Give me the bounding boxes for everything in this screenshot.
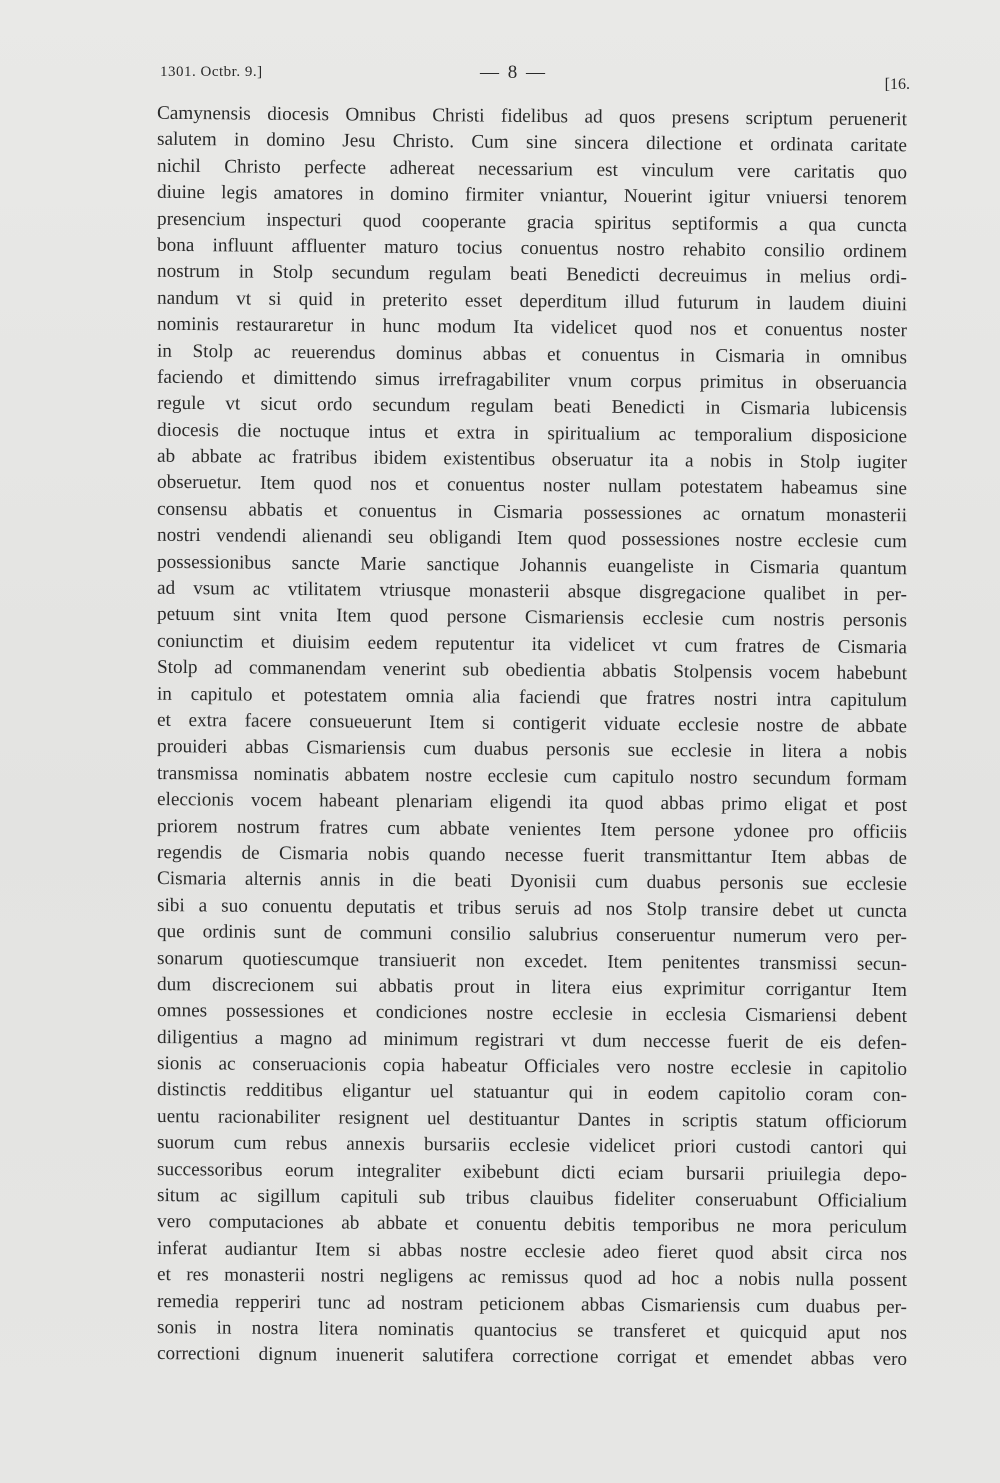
text-line: nostrum in Stolp secundum regulam beati Benedicti decreuimus in melius ordi- [156, 261, 908, 289]
text-line: diuine legis amatores in domino firmiter vniantur, Nouerint igitur vniuersi tenorem [156, 181, 908, 210]
text-line: prouideri abbas Cismariensis cum duabus personis sue ecclesie in litera a nobis [156, 736, 908, 764]
text-line: ad vsum ac vtilitatem vtriusque monasterii absque disgregacione qualibet in per- [156, 577, 908, 606]
document-number: [16. [884, 76, 910, 93]
text-line: correctioni dignum inuenerit salutifera correctione corrigat et emendet abbas vero [156, 1343, 908, 1371]
text-line: coniunctim et diuisim eedem reputentur ita videlicet vt cum fratres de Cismaria [156, 630, 908, 659]
text-line: sonis in nostra litera nominatis quantocius se transferet et quicquid aput nos [156, 1317, 908, 1344]
text-line: regendis de Cismaria nobis quando necesse fuerit transmittantur Item abbas de [156, 841, 908, 869]
text-line: obseruetur. Item quod nos et conuentus noster nullam potestatem habeamus sine [156, 472, 908, 500]
text-line: sibi a suo conuentu deputatis et tribus seruis ad nos Stolp transire debet ut cuncta [156, 894, 908, 922]
text-line: remedia repperiri tunc ad nostram peticionem abbas Cismariensis cum duabus per- [156, 1290, 908, 1318]
text-line: dum discrecionem sui abbatis prout in litera eius exprimitur corrigantur Item [156, 973, 908, 1001]
text-line: vero computaciones ab abbate et conuentu debitis temporibus ne mora periculum [156, 1211, 908, 1239]
header-date: 1301. Octbr. 9.] [160, 64, 263, 80]
text-line: nichil Christo perfecte adhereat necessarium est vinculum vere caritatis quo [156, 155, 908, 184]
text-line: Camynensis diocesis Omnibus Christi fidelibus ad quos presens scriptum peruenerit [156, 102, 908, 131]
text-line: que ordinis sunt de communi consilio salubrius conseruentur numerum vero per- [156, 921, 908, 949]
text-line: et res monasterii nostri negligens ac remissus quod ad hoc a nobis nulla possent [156, 1264, 908, 1292]
text-line: successoribus eorum integraliter exibebunt dicti eciam bursarii priuilegia depo- [156, 1158, 908, 1186]
text-line: situm ac sigillum capituli sub tribus clauibus fideliter conseruabunt Officialium [156, 1185, 908, 1212]
text-line: faciendo et dimittendo simus irrefragabiliter vnum corpus primitus in obseruancia [156, 366, 908, 395]
text-line: nandum vt si quid in preterito esset deperditum illud futurum in laudem diuini [156, 287, 908, 316]
text-line: transmissa nominatis abbatem nostre ecclesie cum capitulo nostro secundum formam [156, 762, 908, 790]
text-line: possessionibus sancte Marie sanctique Johannis euangeliste in Cismaria quantum [156, 551, 908, 579]
text-line: consensu abbatis et conuentus in Cismaria possessiones ac ornatum monasterii [156, 498, 908, 527]
text-line: Stolp ad commanendam venerint sub obedientia abbatis Stolpensis vocem habebunt [156, 656, 908, 685]
text-line: in capitulo et potestatem omnia alia faciendi que fratres nostri intra capitulum [156, 683, 908, 711]
text-line: presencium inspecturi quod cooperante gracia spiritus septiformis a qua cuncta [156, 208, 908, 236]
text-line: diligentius a magno ad minimum registrari vt dum neccesse fuerit de eis defen- [156, 1026, 908, 1054]
text-line: sonarum quotiescumque transiuerit non excedet. Item penitentes transmissi secun- [156, 947, 908, 975]
text-line: Cismaria alternis annis in die beati Dyonisii cum duabus personis sue ecclesie [156, 868, 908, 896]
text-line: priorem nostrum fratres cum abbate venientes Item persone ydonee pro officiis [156, 815, 908, 843]
text-line: omnes possessiones et condiciones nostre ecclesie in ecclesia Cismariensi debent [156, 1000, 908, 1028]
text-line: inferat audiantur Item si abbas nostre ecclesie adeo fieret quod absit circa nos [156, 1237, 908, 1265]
text-line: uentu racionabiliter resignent uel destituantur Dantes in scriptis statum officiorum [156, 1105, 908, 1133]
text-line: distinctis redditibus eligantur uel statuantur qui in eodem capitolio coram con- [156, 1079, 908, 1107]
body-text [157, 104, 907, 1371]
text-line: suorum cum rebus annexis bursariis ecclesie videlicet priori custodi cantori qui [156, 1132, 908, 1160]
text-line: diocesis die noctuque intus et extra in spiritualium ac temporalium disposicione [156, 419, 908, 447]
text-line: et extra facere consueuerunt Item si contigerit viduate ecclesie nostre de abbate [156, 709, 908, 738]
text-line: sionis ac conseruacionis copia habeatur Officiales vero nostre ecclesie in capitolio [156, 1053, 908, 1081]
text-line: in Stolp ac reuerendus dominus abbas et conuentus in Cismaria in omnibus [156, 340, 908, 368]
text-line: salutem in domino Jesu Christo. Cum sine sincera dilectione et ordinata caritate [156, 129, 908, 157]
text-line: regule vt sicut ordo secundum regulam beati Benedicti in Cismaria lubicensis [156, 393, 908, 421]
page-number: — 8 — [480, 62, 547, 83]
text-line: eleccionis vocem habeant plenariam eligendi ita quod abbas primo eligat et post [156, 789, 908, 817]
page-header [160, 62, 910, 92]
text-line: ab abbate ac fratribus ibidem existentibus obseruatur ita a nobis in Stolp iugiter [156, 445, 908, 474]
text-line: bona influunt affluenter maturo tocius conuentus nostro rehabito consilio ordinem [156, 234, 908, 263]
text-line: nominis restauraretur in hunc modum Ita videlicet quod nos et conuentus noster [156, 313, 908, 342]
text-line: nostri vendendi alienandi seu obligandi Item quod possessiones nostre ecclesie cum [156, 524, 908, 553]
text-line: petuum sint vnita Item quod persone Cismariensis ecclesie cum nostris personis [156, 604, 908, 632]
